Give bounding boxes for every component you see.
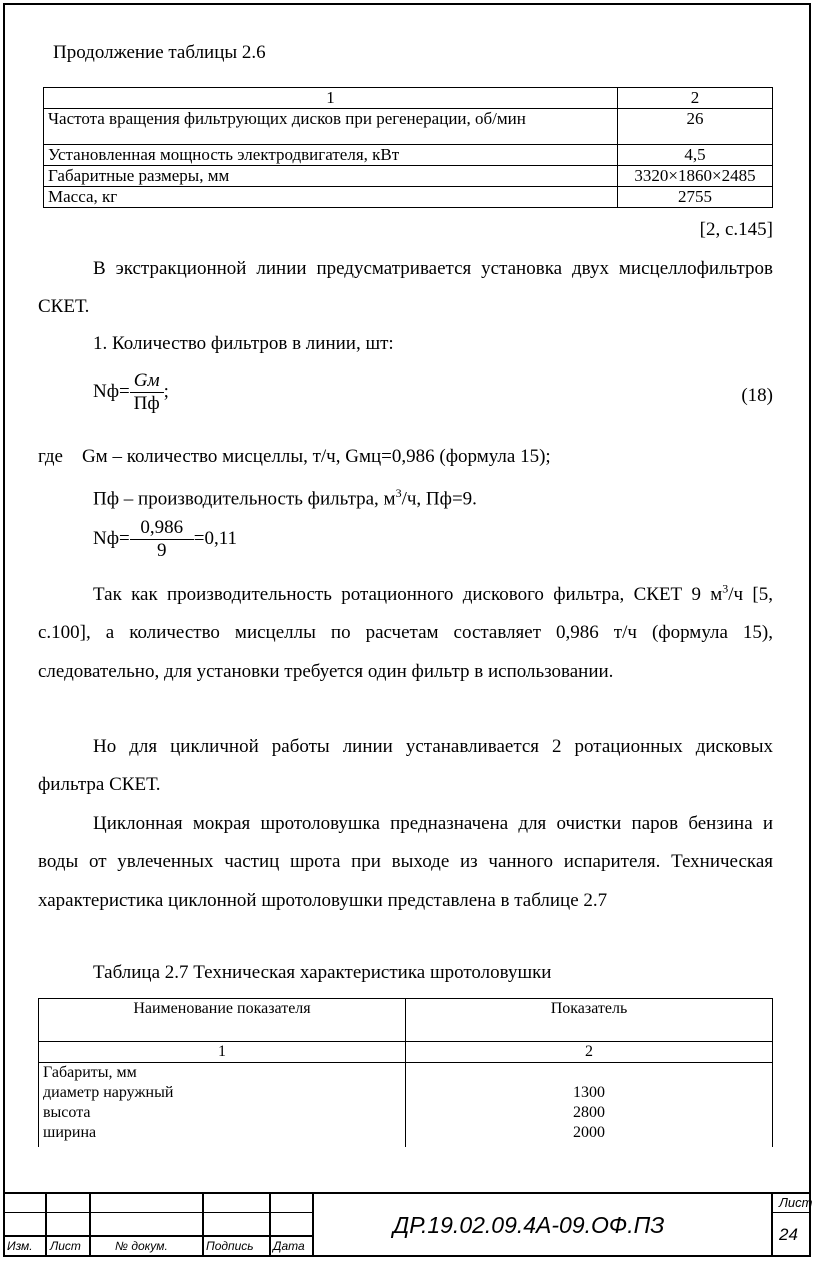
- table-cell: 3320×1860×2485: [618, 166, 773, 187]
- formula-denominator: Пф: [133, 393, 160, 414]
- table-cell: 2: [618, 88, 773, 109]
- reference-source: [2, с.145]: [699, 219, 773, 240]
- row-value: 2800: [573, 1104, 605, 1121]
- table-row: [39, 1042, 773, 1063]
- table-cell: 1: [44, 88, 618, 109]
- where-line: где Gм – количество мисцеллы, т/ч, Gмц=0,986 (формула 15);: [38, 446, 551, 467]
- row-label: диаметр наружный: [43, 1084, 174, 1101]
- paragraph: [38, 576, 773, 691]
- paragraph-text: Так как производительность ротационного дискового фильтра, СКЕТ 9 м: [93, 584, 723, 605]
- paragraph: Но для цикличной работы линии устанавливается 2 ротационных дисковых фильтра СКЕТ.: [38, 736, 773, 796]
- table-row: [44, 166, 773, 187]
- row-value: 1300: [573, 1084, 605, 1101]
- calc-result: =0,11: [193, 527, 238, 549]
- table-cell: Показатель: [406, 999, 773, 1042]
- table-row: [39, 1063, 773, 1148]
- table-cell: Установленная мощность электродвигателя, кВт: [44, 145, 618, 166]
- table-2-6: [43, 87, 773, 208]
- where-text: /ч, Пф=9.: [401, 488, 477, 510]
- stamp-label-sign: Подпись: [206, 1239, 254, 1253]
- table-cell: Габаритные размеры, мм: [44, 166, 618, 187]
- table-cell: 4,5: [618, 145, 773, 166]
- table-row: [44, 109, 773, 145]
- table-row: [44, 145, 773, 166]
- row-value: 2000: [573, 1124, 605, 1141]
- list-item: 1. Количество фильтров в линии, шт:: [93, 333, 394, 354]
- document-code: ДР.19.02.09.4А-09.ОФ.ПЗ: [393, 1212, 665, 1238]
- group-label: Габариты, мм: [43, 1064, 137, 1081]
- formula-lhs: Nф=: [93, 380, 130, 402]
- continuation-title: Продолжение таблицы 2.6: [53, 42, 266, 63]
- calc-numerator: 0,986: [130, 517, 194, 540]
- formula-18: [93, 370, 169, 415]
- table-cell: 2: [406, 1042, 773, 1063]
- table-cell: Частота вращения фильтрующих дисков при регенерации, об/мин: [44, 109, 618, 145]
- paragraph-text: /ч [5, с.100], а количество мисцеллы по расчетам составляет 0,986 т/ч (формула 15), следовательно, для установки требуется один фильтр в использовании.: [38, 584, 773, 682]
- calc-denominator: 9: [157, 540, 167, 561]
- where-text: Пф – производительность фильтра, м: [93, 488, 396, 510]
- table-caption: Таблица 2.7 Техническая характеристика шротоловушки: [93, 962, 552, 983]
- row-label: ширина: [43, 1124, 97, 1141]
- table-cell: Масса, кг: [44, 187, 618, 208]
- table-header-row: [44, 88, 773, 109]
- table-cell: 1: [39, 1042, 406, 1063]
- title-block: [3, 1192, 811, 1257]
- formula-number: (18): [741, 385, 773, 406]
- paragraph: Циклонная мокрая шротоловушка предназначена для очистки паров бензина и воды от увлеченных частиц шрота при выходе из чанного испарителя. Техническая характеристика циклонной шротоловушки представлена в таблице 2.7: [38, 813, 773, 911]
- table-row: [44, 187, 773, 208]
- sheet-number: 24: [779, 1225, 798, 1244]
- table-cell: 26: [618, 109, 773, 145]
- formula-numerator: Gм: [130, 370, 164, 393]
- table-cell: [39, 1063, 406, 1148]
- formula-tail: ;: [163, 380, 169, 402]
- superscript: 3: [722, 581, 729, 596]
- calc-lhs: Nф=: [93, 527, 130, 549]
- paragraph: В экстракционной линии предусматривается установка двух мисцеллофильтров СКЕТ.: [38, 258, 773, 318]
- calculation: [93, 517, 237, 562]
- superscript: 3: [395, 486, 402, 500]
- table-cell: [406, 1063, 773, 1148]
- stamp-label-doc: № докум.: [115, 1239, 168, 1253]
- row-label: высота: [43, 1104, 91, 1121]
- where-line: [93, 482, 477, 510]
- table-header-row: [39, 999, 773, 1042]
- table-cell: Наименование показателя: [39, 999, 406, 1042]
- table-2-7: [38, 998, 773, 1147]
- stamp-label-izm: Изм.: [7, 1239, 33, 1253]
- sheet-label: Лист: [779, 1195, 813, 1210]
- table-cell: 2755: [618, 187, 773, 208]
- stamp-label-date: Дата: [273, 1239, 305, 1253]
- stamp-label-list: Лист: [50, 1239, 81, 1253]
